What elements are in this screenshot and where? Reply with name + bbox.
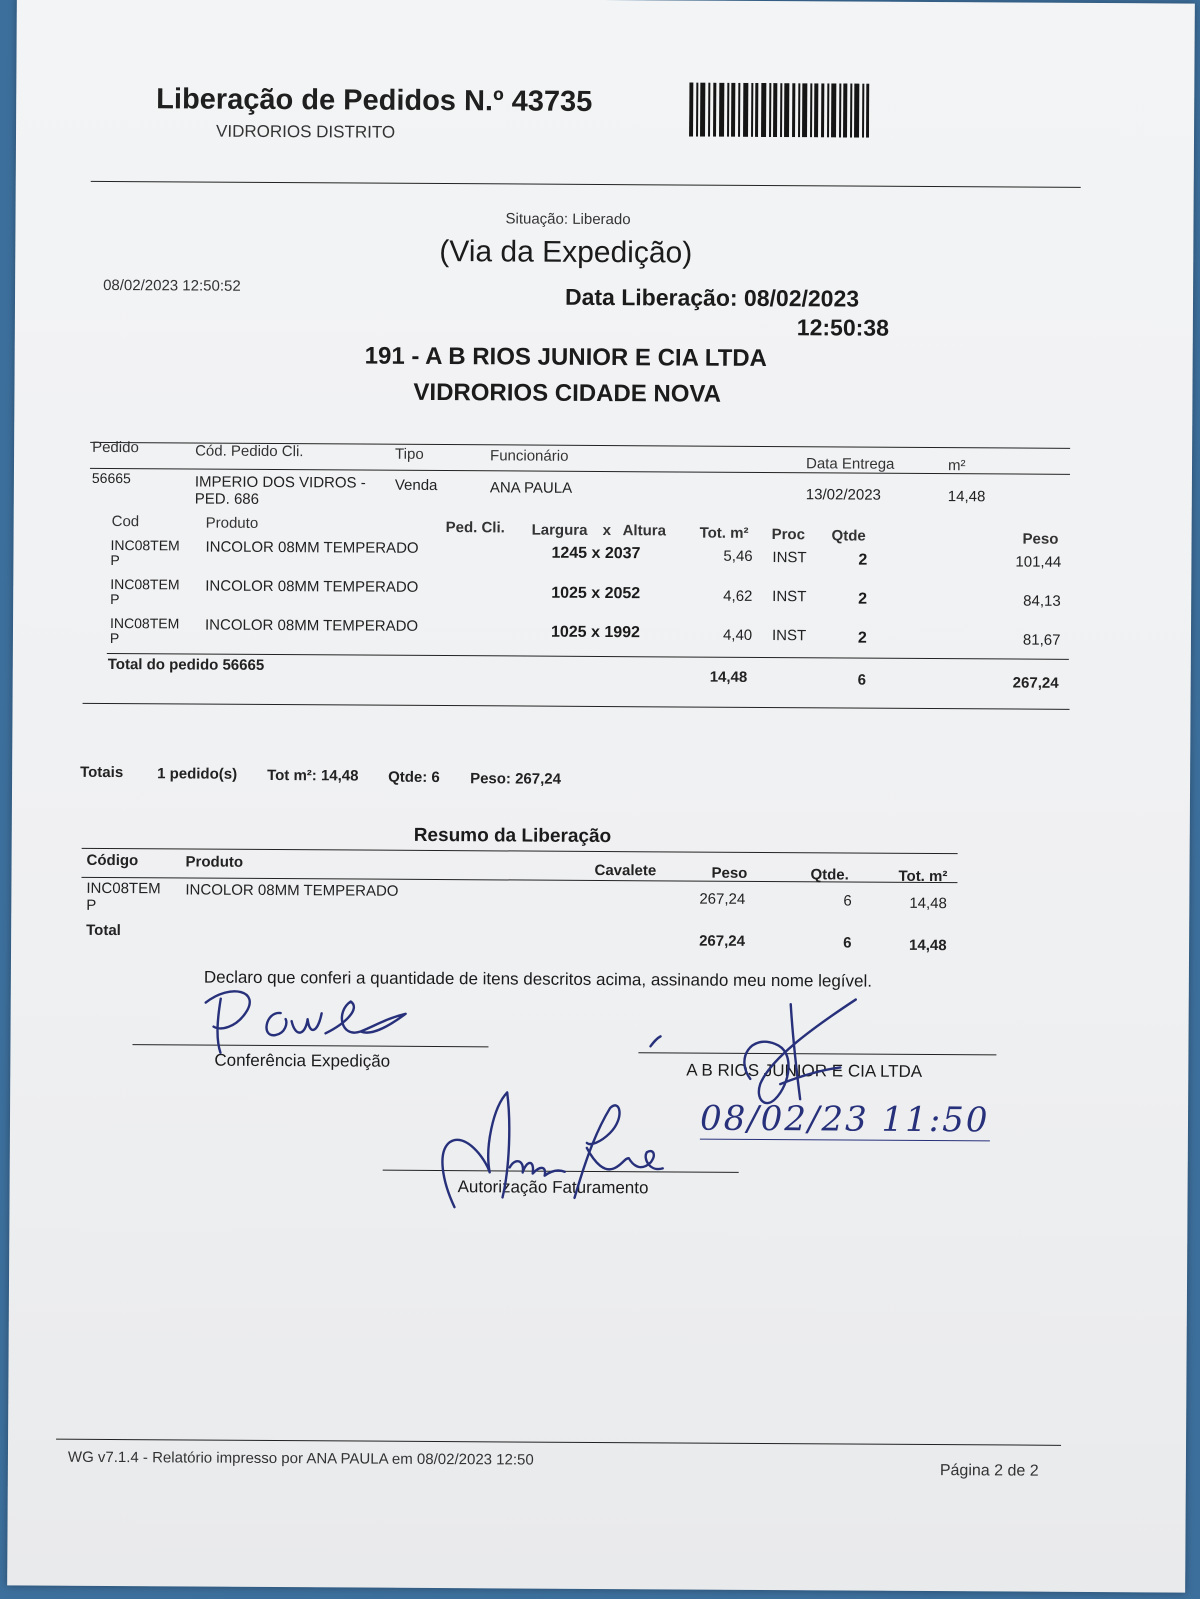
totals-orders: 1 pedido(s) xyxy=(157,765,238,783)
item-2-peso: 84,13 xyxy=(1023,592,1061,610)
release-time: 12:50:38 xyxy=(796,314,890,341)
item-3-product: INCOLOR 08MM TEMPERADO xyxy=(204,616,419,635)
copy-designation: (Via da Expedição) xyxy=(439,235,693,270)
item-1-tot-m2: 5,46 xyxy=(723,547,753,565)
col-header-tipo: Tipo xyxy=(395,445,424,463)
item-header-altura: Altura xyxy=(622,522,667,540)
item-header-largura: Largura xyxy=(531,521,588,539)
printed-timestamp: 08/02/2023 12:50:52 xyxy=(103,276,241,295)
totals-qtde: Qtde: 6 xyxy=(388,768,440,787)
release-date: Data Liberação: 08/02/2023 xyxy=(564,283,860,312)
summary-header-peso: Peso xyxy=(711,864,748,882)
col-header-m2: m² xyxy=(947,457,966,475)
item-header-qtde: Qtde xyxy=(831,527,866,545)
item-3-dimensions: 1025 x 1992 xyxy=(550,623,641,642)
barcode xyxy=(689,83,869,138)
tick-mark-ink xyxy=(646,1034,666,1050)
autorizacao-label: Autorização Faturamento xyxy=(457,1177,649,1198)
page-number: Página 2 de 2 xyxy=(939,1462,1039,1480)
status-text: Situação: Liberado xyxy=(505,210,631,229)
totals-weight: Peso: 267,24 xyxy=(470,770,562,788)
item-1-proc: INST xyxy=(772,549,807,567)
order-client-code-line1: IMPERIO DOS VIDROS - xyxy=(194,473,366,492)
printed-report-sheet xyxy=(7,0,1195,1593)
col-header-funcionario: Funcionário xyxy=(490,447,569,465)
customer-name: 191 - A B RIOS JUNIOR E CIA LTDA xyxy=(364,342,768,373)
item-2-cod-line1: INC08TEM xyxy=(110,575,180,593)
summary-row-code-line2: P xyxy=(86,896,97,914)
item-2-qtde: 2 xyxy=(858,590,868,608)
item-1-cod-line1: INC08TEM xyxy=(110,536,180,554)
summary-total-label: Total xyxy=(86,921,121,940)
summary-row-qtde: 6 xyxy=(843,892,852,910)
item-1-peso: 101,44 xyxy=(1015,553,1062,571)
totals-label: Totais xyxy=(80,763,124,782)
order-total-qtde: 6 xyxy=(857,671,867,689)
item-1-cod-line2: P xyxy=(110,551,120,569)
item-header-x: x xyxy=(602,522,612,540)
order-section-end-rule xyxy=(83,703,1070,710)
summary-header-cavalete: Cavalete xyxy=(594,861,657,880)
conferencia-label: Conferência Expedição xyxy=(214,1050,391,1071)
conferencia-signature-ink xyxy=(175,982,425,1059)
item-3-qtde: 2 xyxy=(857,629,867,647)
item-header-ped-cli: Ped. Cli. xyxy=(445,519,505,537)
customer-branch: VIDRORIOS CIDADE NOVA xyxy=(413,378,722,408)
item-header-tot-m2: Tot. m² xyxy=(699,524,749,542)
summary-row-m2: 14,48 xyxy=(909,894,947,913)
handwritten-date: 08/02/23 11:50 xyxy=(699,1098,990,1141)
item-header-produto: Produto xyxy=(205,514,259,532)
autorizacao-signature-ink xyxy=(414,1087,675,1219)
item-2-tot-m2: 4,62 xyxy=(723,587,753,605)
issuing-company: VIDRORIOS DISTRITO xyxy=(215,121,396,142)
item-3-tot-m2: 4,40 xyxy=(722,626,753,644)
item-2-product: INCOLOR 08MM TEMPERADO xyxy=(205,577,419,596)
order-number: 56665 xyxy=(91,469,131,487)
footer-rule xyxy=(56,1439,1061,1446)
summary-header-qtde: Qtde. xyxy=(810,866,849,884)
item-3-proc: INST xyxy=(771,627,807,645)
summary-total-weight: 267,24 xyxy=(699,932,746,950)
summary-row-code-line1: INC08TEM xyxy=(86,879,161,898)
summary-header-produto: Produto xyxy=(185,853,244,871)
summary-row-product: INCOLOR 08MM TEMPERADO xyxy=(185,881,399,900)
totals-m2: Tot m²: 14,48 xyxy=(267,766,359,785)
item-2-cod-line2: P xyxy=(110,590,120,608)
item-1-product: INCOLOR 08MM TEMPERADO xyxy=(205,538,419,557)
company-signature-ink xyxy=(730,989,891,1115)
summary-title: Resumo da Liberação xyxy=(413,824,612,848)
declaration-text: Declaro que conferi a quantidade de itens descritos acima, assinando meu nome legível. xyxy=(203,967,873,991)
item-header-cod: Cod xyxy=(111,513,140,531)
order-employee: ANA PAULA xyxy=(489,479,573,497)
order-type: Venda xyxy=(394,476,438,494)
item-3-peso: 81,67 xyxy=(1022,631,1061,649)
item-2-proc: INST xyxy=(772,588,807,606)
order-total-m2: 14,48 xyxy=(709,668,748,686)
footer-printed-by: WG v7.1.4 - Relatório impresso por ANA PAULA em 08/02/2023 12:50 xyxy=(67,1448,534,1469)
item-header-peso: Peso xyxy=(1022,530,1059,548)
col-header-pedido: Pedido xyxy=(92,438,139,457)
item-1-dimensions: 1245 x 2037 xyxy=(551,544,641,563)
order-client-code-line2: PED. 686 xyxy=(194,490,260,508)
summary-header-tot-m2: Tot. m² xyxy=(898,867,948,886)
order-m2: 14,48 xyxy=(947,488,986,506)
summary-header-codigo: Código xyxy=(86,851,139,870)
item-2-dimensions: 1025 x 2052 xyxy=(551,584,641,603)
company-signature-label: A B RIOS JUNIOR E CIA LTDA xyxy=(686,1060,923,1081)
summary-total-qtde: 6 xyxy=(843,934,852,952)
order-total-peso: 267,24 xyxy=(1012,674,1059,692)
report-title: Liberação de Pedidos N.º 43735 xyxy=(156,83,593,118)
col-header-cod-pedido-cli: Cód. Pedido Cli. xyxy=(195,442,304,461)
item-3-cod-line1: INC08TEM xyxy=(109,614,180,632)
order-delivery-date: 13/02/2023 xyxy=(805,486,881,504)
item-1-qtde: 2 xyxy=(858,551,868,569)
order-total-label: Total do pedido 56665 xyxy=(107,655,265,674)
header-divider xyxy=(91,181,1081,188)
item-3-cod-line2: P xyxy=(109,629,120,647)
summary-total-m2: 14,48 xyxy=(909,936,947,955)
col-header-data-entrega: Data Entrega xyxy=(805,455,895,473)
summary-row-weight: 267,24 xyxy=(699,890,746,908)
item-header-proc: Proc xyxy=(771,526,806,544)
